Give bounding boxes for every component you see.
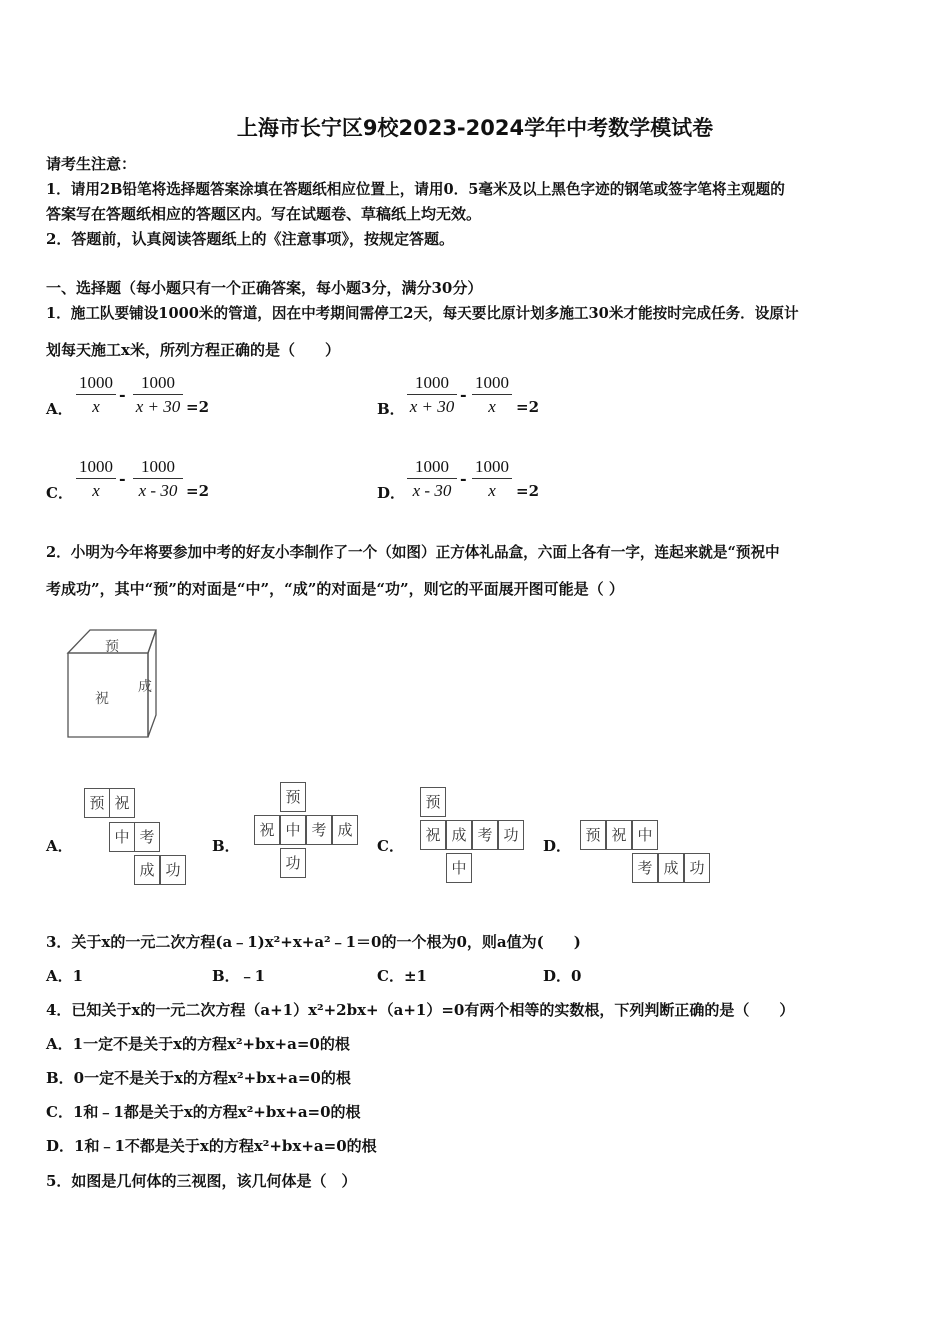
notice-heading: 请考生注意： <box>46 155 137 173</box>
q4-line: 4．已知关于x的一元二次方程（a+1）x²+2bx+（a+1）=0有两个相等的实数根，下列判断正确的是（ ） <box>46 1001 795 1019</box>
q1-c-fraction-2: $\frac{1000}{x - 30}$ <box>133 456 183 503</box>
q1-d-rhs: =2 <box>516 482 540 500</box>
q3-option-d: D．0 <box>543 967 582 985</box>
q1-a-operator: - <box>119 385 126 404</box>
net-d-cell: 预 <box>580 820 606 850</box>
net-b-cell: 考 <box>306 815 332 845</box>
q2-line-1: 2．小明为今年将要参加中考的好友小李制作了一个（如图）正方体礼品盒，六面上各有一字，连起来就是“预祝中 <box>46 544 780 561</box>
q4-option-c: C．1和﹣1都是关于x的方程x²+bx+a=0的根 <box>46 1103 361 1121</box>
q1-option-b-label: B． <box>377 400 405 418</box>
net-c-cell: 祝 <box>420 820 446 850</box>
q4-option-b: B．0一定不是关于x的方程x²+bx+a=0的根 <box>46 1069 351 1087</box>
q1-c-rhs: =2 <box>186 482 210 500</box>
net-a-cell: 预 <box>84 788 110 818</box>
cube-top-char: 预 <box>105 639 119 655</box>
q3-option-a: A．1 <box>46 967 84 985</box>
q1-line-1: 1．施工队要铺设1000米的管道，因在中考期间需停工2天，每天要比原计划多施工30米才能按时完成任务．设原计 <box>46 305 799 322</box>
q3-line: 3．关于x的一元二次方程(a﹣1)x²+x+a²﹣1＝0的一个根为0，则a值为( ) <box>46 933 581 951</box>
q1-a-rhs: =2 <box>186 398 210 416</box>
q5-line: 5．如图是几何体的三视图，该几何体是（ ） <box>46 1172 357 1190</box>
q2-line-2: 考成功”，其中“预”的对面是“中”，“成”的对面是“功”，则它的平面展开图可能是（ ） <box>46 580 624 598</box>
q1-b-operator: - <box>460 385 467 404</box>
q1-c-fraction-1: $\frac{1000}{x}$ <box>76 456 116 503</box>
notice-line-1: 1．请用2B铅笔将选择题答案涂填在答题纸相应位置上，请用0．5毫米及以上黑色字迹的钢笔或签字笔将主观题的 <box>46 181 785 198</box>
net-c-cell: 功 <box>498 820 524 850</box>
q2-net-d-label: D． <box>543 837 572 855</box>
net-b-cell: 中 <box>280 815 306 845</box>
q1-d-fraction-1: $\frac{1000}{x - 30}$ <box>407 456 457 503</box>
q3-option-c: C．±1 <box>377 967 427 985</box>
cube-right-char: 成 <box>138 679 152 695</box>
q1-option-d-label: D． <box>377 484 406 502</box>
net-d-cell: 祝 <box>606 820 632 850</box>
q1-b-fraction-1: $\frac{1000}{x + 30}$ <box>407 372 457 419</box>
notice-line-3: 2．答题前，认真阅读答题纸上的《注意事项》，按规定答题。 <box>46 230 454 248</box>
net-a-cell: 功 <box>160 855 186 885</box>
q1-d-fraction-2: $\frac{1000}{x}$ <box>472 456 512 503</box>
q1-b-fraction-2: $\frac{1000}{x}$ <box>472 372 512 419</box>
q2-net-c-label: C． <box>377 837 404 855</box>
cube-front-char: 祝 <box>95 691 109 707</box>
q3-option-b: B．﹣1 <box>212 967 266 985</box>
net-d-cell: 考 <box>632 853 658 883</box>
net-a-cell: 考 <box>134 822 160 852</box>
net-c-cell: 考 <box>472 820 498 850</box>
q1-a-fraction-1: $\frac{1000}{x}$ <box>76 372 116 419</box>
net-a-cell: 中 <box>109 822 135 852</box>
net-c-cell: 预 <box>420 787 446 817</box>
net-d-cell: 功 <box>684 853 710 883</box>
net-a-cell: 祝 <box>109 788 135 818</box>
net-c-cell: 中 <box>446 853 472 883</box>
q1-c-operator: - <box>119 469 126 488</box>
net-b-cell: 成 <box>332 815 358 845</box>
q1-line-2: 划每天施工x米，所列方程正确的是（ ） <box>46 341 340 359</box>
net-d-cell: 成 <box>658 853 684 883</box>
net-d-cell: 中 <box>632 820 658 850</box>
q1-a-fraction-2: $\frac{1000}{x + 30}$ <box>133 372 183 419</box>
net-b-cell: 功 <box>280 848 306 878</box>
q1-option-c-label: C． <box>46 484 73 502</box>
q4-option-d: D．1和﹣1不都是关于x的方程x²+bx+a=0的根 <box>46 1137 377 1155</box>
cube-figure <box>60 625 170 745</box>
page-title: 上海市长宁区9校2023-2024学年中考数学模试卷 <box>236 116 714 140</box>
q1-b-rhs: =2 <box>516 398 540 416</box>
notice-line-2: 答案写在答题纸相应的答题区内。写在试题卷、草稿纸上均无效。 <box>46 205 482 223</box>
net-a-cell: 成 <box>134 855 160 885</box>
net-b-cell: 预 <box>280 782 306 812</box>
q4-option-a: A．1一定不是关于x的方程x²+bx+a=0的根 <box>46 1035 350 1053</box>
q1-option-a-label: A． <box>46 400 73 418</box>
q1-d-operator: - <box>460 469 467 488</box>
section-heading: 一、选择题（每小题只有一个正确答案，每小题3分，满分30分） <box>46 279 483 297</box>
net-b-cell: 祝 <box>254 815 280 845</box>
net-c-cell: 成 <box>446 820 472 850</box>
q2-net-b-label: B． <box>212 837 240 855</box>
q2-net-a-label: A． <box>46 837 73 855</box>
